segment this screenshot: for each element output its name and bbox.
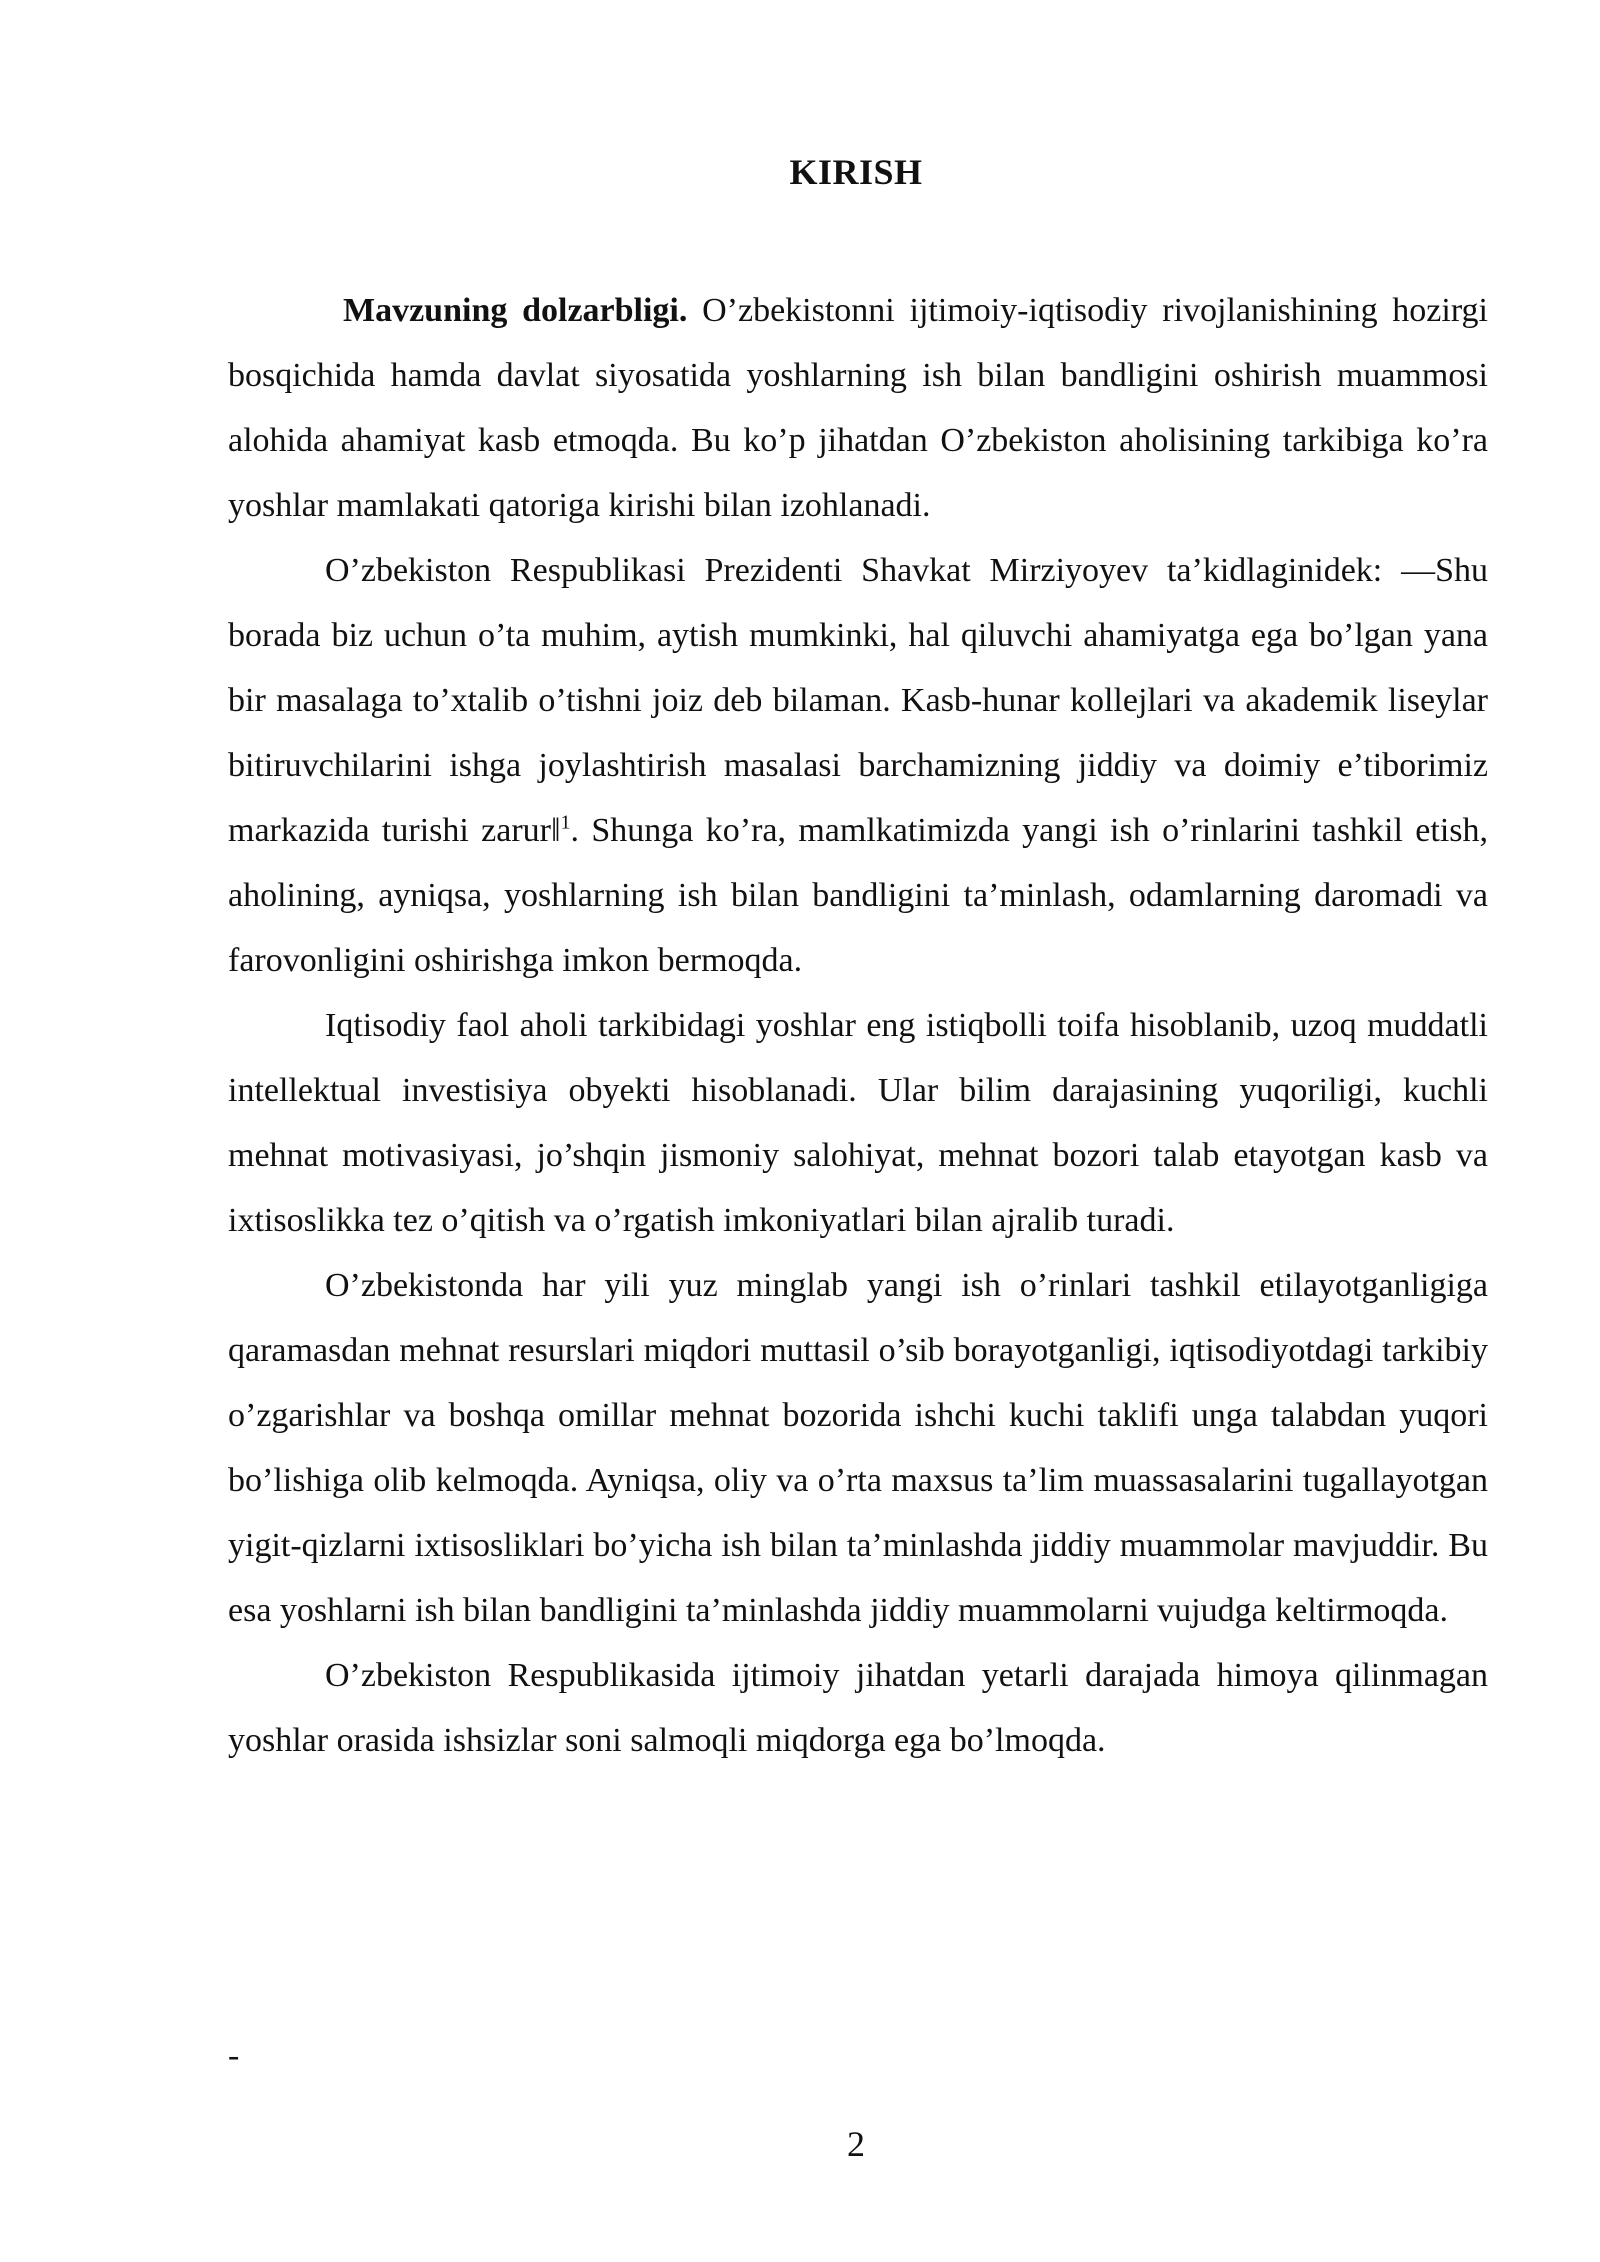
paragraph-text: O’zbekistonda har yili yuz minglab yangi ish o’rinlari tashkil etilayotganligiga qaramasdan mehnat resurslari miqdori muttasil o’sib borayotganligi, iqtisodiyotdagi tarkibiy o’zgarishlar va boshqa omillar mehnat bozorida ishchi kuchi taklifi unga talabdan yuqori bo’lishiga olib kelmoqda. Ayniqsa, oliy va o’rta maxsus ta’lim muassasalarini tugallayotgan yigit-qizlarni ixtisosliklari bo’yicha ish bilan ta’minlashda jiddiy muammolar mavjuddir. Bu esa yoshlarni ish bilan bandligini ta’minlashda jiddiy muammolarni vujudga keltirmoqda. (228, 1267, 1488, 1629)
paragraph-unemployment (228, 1643, 1488, 1773)
body-text (228, 278, 1488, 1773)
paragraph-labor-market (228, 1253, 1488, 1643)
footnote-mark[interactable]: 1 (560, 811, 571, 834)
paragraph-text: Iqtisodiy faol aholi tarkibidagi yoshlar eng istiqbolli toifa hisoblanib, uzoq muddatli intellektual investisiya obyekti hisoblanadi. Ular bilim darajasining yuqoriligi, kuchli mehnat motivasiyasi, jo’shqin jismoniy salohiyat, mehnat bozori talab etayotgan kasb va ixtisoslikka tez o’qitish va o’rgatish imkoniyatlari bilan ajralib turadi. (228, 1007, 1488, 1239)
paragraph-text: . Shunga ko’ra, mamlkatimizda yangi ish o’rinlarini tashkil etish, aholining, ayniqsa, yoshlarning ish bilan bandligini ta’minlash, odamlarning daromadi va farovonligini oshirishga imkon bermoqda. (228, 812, 1489, 979)
footnote-separator: - (228, 2037, 240, 2074)
paragraph-text: O’zbekistonni ijtimoiy-iqtisodiy rivojlanishining hozirgi bosqichida hamda davlat siyosatida yoshlarning ish bilan bandligini oshirish muammosi alohida ahamiyat kasb etmoqda. Bu ko’p jihatdan O’zbekiston aholisining tarkibiga ko’ra yoshlar mamlakati qatoriga kirishi bilan izohlanadi. (228, 292, 1488, 524)
page-number: 2 (847, 2124, 865, 2164)
paragraph-text: O’zbekiston Respublikasi Prezidenti Shavkat Mirziyoyev ta’kidlaginidek: ―Shu borada biz uchun o’ta muhim, aytish mumkinki, hal qiluvchi ahamiyatga ega bo’lgan yana bir masalaga to’xtalib o’tishni joiz deb bilaman. Kasb-hunar kollejlari va akademik liseylar bitiruvchilarini ishga joylashtirish masalasi barchamizning jiddiy va doimiy e’tiborimiz markazida turishi zarur‖ (228, 552, 1488, 849)
paragraph-lead: Mavzuning dolzarbligi. (343, 292, 688, 329)
paragraph-president-quote (228, 538, 1488, 993)
paragraph-economic-youth (228, 993, 1488, 1253)
paragraph-text: O’zbekiston Respublikasida ijtimoiy jihatdan yetarli darajada himoya qilinmagan yoshlar orasida ishsizlar soni salmoqli miqdorga ega bo’lmoqda. (228, 1657, 1488, 1759)
page-title: KIRISH (789, 152, 923, 192)
paragraph-relevance (228, 278, 1488, 538)
